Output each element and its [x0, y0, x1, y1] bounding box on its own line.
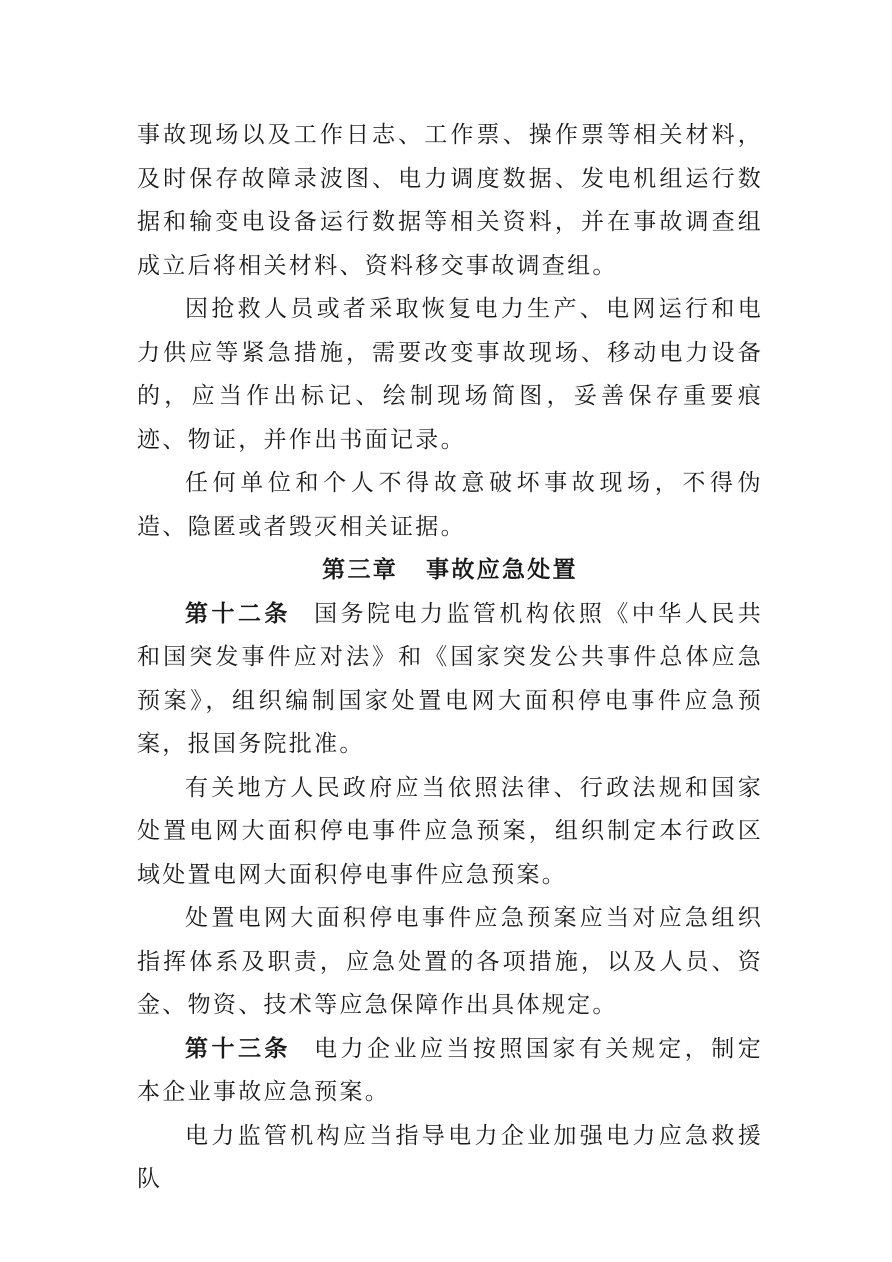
article-12-paragraph-2: 有关地方人民政府应当依照法律、行政法规和国家处置电网大面积停电事件应急预案，组织制定本行政区域处置电网大面积停电事件应急预案。 — [137, 774, 763, 888]
paragraph-no-destruction: 任何单位和个人不得故意破坏事故现场，不得伪造、隐匿或者毁灭相关证据。 — [137, 470, 763, 540]
article-13-text: 电力企业应当按照国家有关规定，制定本企业事故应急预案。 — [137, 1035, 763, 1105]
article-13-paragraph-2: 电力监管机构应当指导电力企业加强电力应急救援队 — [137, 1122, 763, 1192]
document-body — [137, 114, 763, 1202]
article-12 — [137, 593, 763, 767]
article-12-label: 第十二条 — [185, 600, 291, 627]
paragraph-continued: 事故现场以及工作日志、工作票、操作票等相关材料，及时保存故障录波图、电力调度数据、发电机组运行数据和输变电设备运行数据等相关资料，并在事故调查组成立后将相关材料、资料移交事故调查组。 — [137, 122, 763, 279]
chapter-heading — [137, 549, 763, 593]
article-13 — [137, 1028, 763, 1115]
chapter-number: 第三章 — [322, 557, 399, 583]
article-12-text: 国务院电力监管机构依照《中华人民共和国突发事件应对法》和《国家突发公共事件总体应急预案》，组织编制国家处置电网大面积停电事件应急预案，报国务院批准。 — [137, 600, 763, 757]
article-12-paragraph-3: 处置电网大面积停电事件应急预案应当对应急组织指挥体系及职责，应急处置的各项措施，以及人员、资金、物资、技术等应急保障作出具体规定。 — [137, 905, 763, 1018]
chapter-title: 事故应急处置 — [426, 557, 578, 583]
paragraph-emergency-measures: 因抢救人员或者采取恢复电力生产、电网运行和电力供应等紧急措施，需要改变事故现场、移动电力设备的，应当作出标记、绘制现场简图，妥善保存重要痕迹、物证，并作出书面记录。 — [137, 296, 763, 453]
article-13-label: 第十三条 — [185, 1035, 291, 1062]
